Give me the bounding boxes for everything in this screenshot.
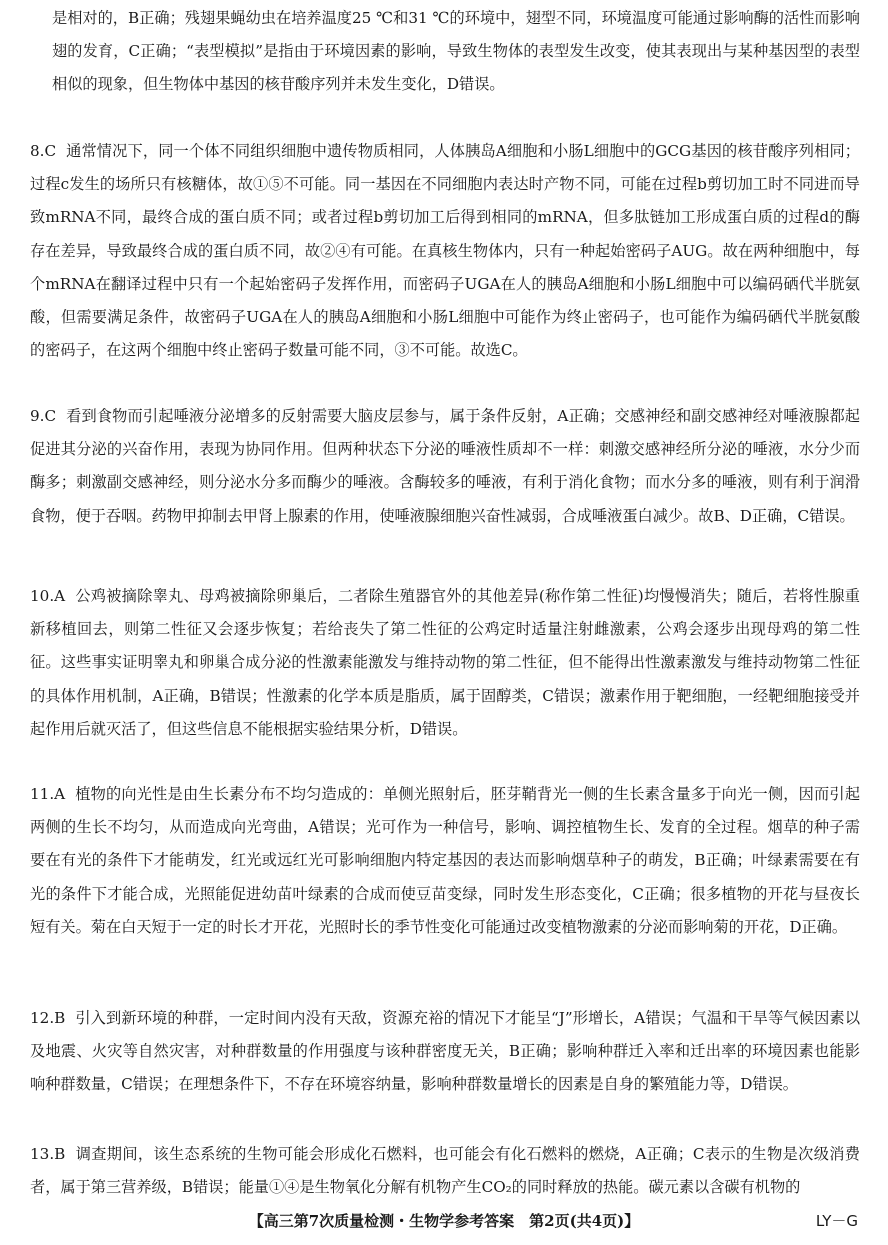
answer-explanation: 调查期间，该生态系统的生物可能会形成化石燃料，也可能会有化石燃料的燃烧，A正确；C表示的生物是次级消费者，属于第三营养级，B错误；能量①④是生物氧化分解有机物产生CO₂的同时释放的热能。碳元素以含碳有机物的 xyxy=(30,1145,860,1197)
answer-number: 12.B xyxy=(30,1009,66,1027)
answer-explanation: 公鸡被摘除睾丸、母鸡被摘除卵巢后，二者除生殖器官外的其他差异(称作第二性征)均慢慢消失；随后，若将性腺重新移植回去，则第二性征又会逐步恢复；若给丧失了第二性征的公鸡定时适量注射雌激素，公鸡会逐步出现母鸡的第二性征。这些事实证明睾丸和卵巢合成分泌的性激素能激发与维持动物的第二性征，但不能得出性激素激发与维持动物第二性征的具体作用机制，A正确，B错误；性激素的化学本质是脂质，属于固醇类，C错误；激素作用于靶细胞，一经靶细胞接受并起作用后就灭活了，但这些信息不能根据实验结果分析，D错误。 xyxy=(30,587,860,738)
answer-number: 10.A xyxy=(30,587,66,605)
answer-number: 9.C xyxy=(30,407,57,425)
answer-item-12 xyxy=(30,1002,860,1102)
answer-explanation: 植物的向光性是由生长素分布不均匀造成的：单侧光照射后，胚芽鞘背光一侧的生长素含量多于向光一侧，因而引起两侧的生长不均匀，从而造成向光弯曲，A错误；光可作为一种信号，影响、调控植物生长、发育的全过程。烟草的种子需要在有光的条件下才能萌发，红光或远红光可影响细胞内特定基因的表达而影响烟草种子的萌发，B正确；叶绿素需要在有光的条件下才能合成，光照能促进幼苗叶绿素的合成而使豆苗变绿，同时发生形态变化，C正确；很多植物的开花与昼夜长短有关。菊在白天短于一定的时长才开花，光照时长的季节性变化可能通过改变植物激素的分泌而影响菊的开花，D正确。 xyxy=(30,785,861,936)
answer-explanation: 看到食物而引起唾液分泌增多的反射需要大脑皮层参与，属于条件反射，A正确；交感神经和副交感神经对唾液腺都起促进其分泌的兴奋作用，表现为协同作用。但两种状态下分泌的唾液性质却不一样：刺激交感神经所分泌的唾液，水分少而酶多；刺激副交感神经，则分泌水分多而酶少的唾液。含酶较多的唾液，有利于消化食物；而水分多的唾液，则有利于润滑食物，便于吞咽。药物甲抑制去甲肾上腺素的作用，使唾液腺细胞兴奋性减弱，合成唾液蛋白减少。故B、D正确，C错误。 xyxy=(30,407,860,525)
answer-number: 8.C xyxy=(30,142,57,160)
answer-item-10 xyxy=(30,580,860,746)
answer-explanation: 引入到新环境的种群，一定时间内没有天敌，资源充裕的情况下才能呈“J”形增长，A错误；气温和干旱等气候因素以及地震、火灾等自然灾害，对种群数量的作用强度与该种群密度无关，B正确；影响种群迁入率和迁出率的环境因素也能影响种群数量，C错误；在理想条件下，不存在环境容纳量，影响种群数量增长的因素是自身的繁殖能力等，D错误。 xyxy=(30,1009,861,1094)
answer-item-13 xyxy=(30,1138,860,1204)
page-footer xyxy=(0,1205,888,1235)
intro-paragraph: 是相对的，B正确；残翅果蝇幼虫在培养温度25 ℃和31 ℃的环境中，翅型不同，环境温度可能通过影响酶的活性而影响翅的发育，C正确；“表型模拟”是指由于环境因素的影响，导致生物体的表型发生改变，使其表现出与某种基因型的表型相似的现象，但生物体中基因的核苷酸序列并未发生变化，D错误。 xyxy=(52,9,860,94)
answer-number: 13.B xyxy=(30,1145,66,1163)
answer-number: 11.A xyxy=(30,785,66,803)
footer-code: LY－G xyxy=(815,1212,858,1230)
answer-item-8 xyxy=(30,135,860,367)
footer-title: 【高三第7次质量检测・生物学参考答案 第2页(共4页)】 xyxy=(248,1212,640,1230)
answer-explanation: 通常情况下，同一个体不同组织细胞中遗传物质相同，人体胰岛A细胞和小肠L细胞中的GCG基因的核苷酸序列相同；过程c发生的场所只有核糖体，故①⑤不可能。同一基因在不同细胞内表达时产物不同，可能在过程b剪切加工时不同进而导致mRNA不同，最终合成的蛋白质不同；或者过程b剪切加工后得到相同的mRNA，但多肽链加工形成蛋白质的过程d的酶存在差异，导致最终合成的蛋白质不同，故②④有可能。在真核生物体内，只有一种起始密码子AUG。故在两种细胞中，每个mRNA在翻译过程中只有一个起始密码子发挥作用，而密码子UGA在人的胰岛A细胞和小肠L细胞中可以编码硒代半胱氨酸，但需要满足条件，故密码子UGA在人的胰岛A细胞和小肠L细胞中可能作为终止密码子，也可能作为编码硒代半胱氨酸的密码子，在这两个细胞中终止密码子数量可能不同，③不可能。故选C。 xyxy=(30,142,860,360)
answer-item-9 xyxy=(30,400,860,533)
answer-item-11 xyxy=(30,778,860,944)
